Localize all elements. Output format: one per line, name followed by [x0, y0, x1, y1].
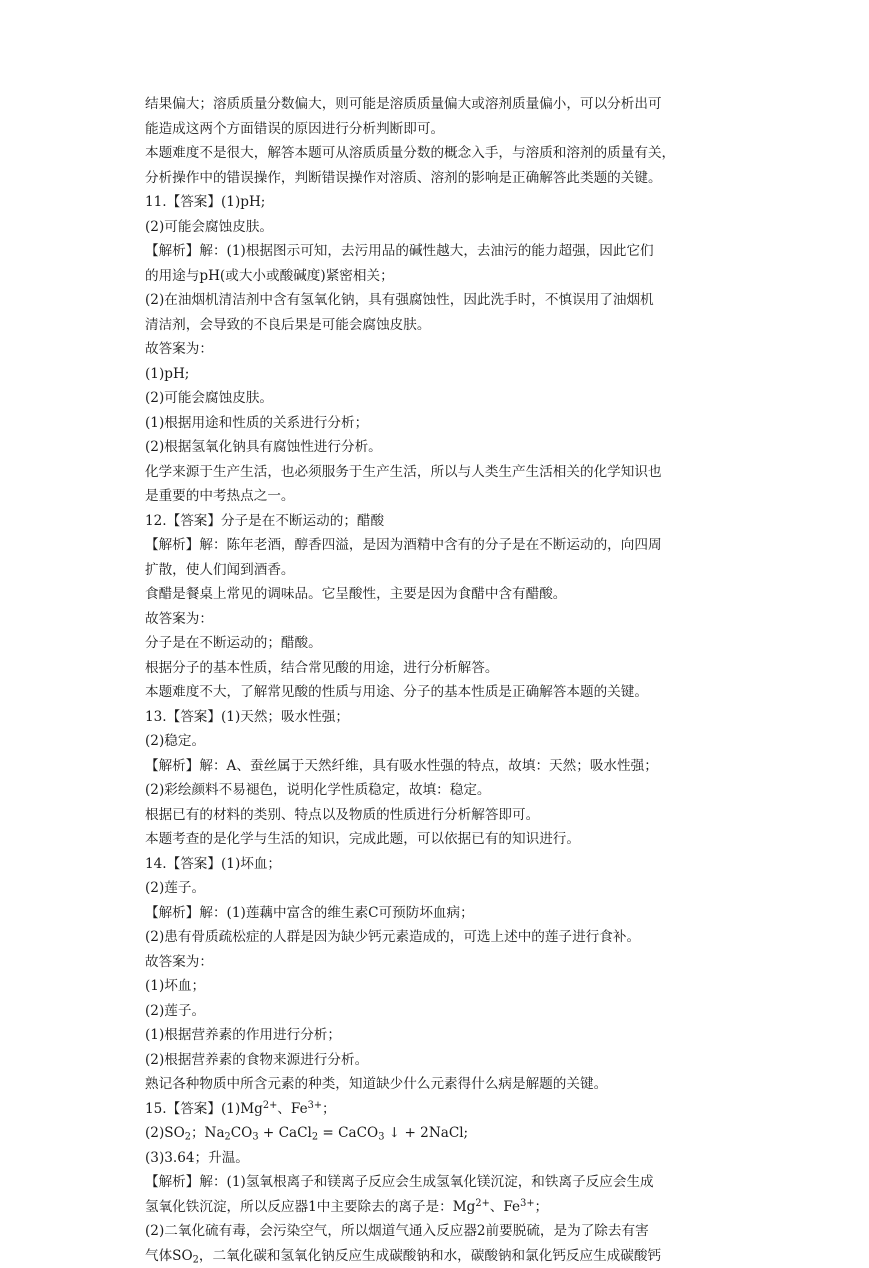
- text-line: (2)莲子。: [145, 999, 730, 1024]
- text-line: 分子是在不断运动的；醋酸。: [145, 631, 730, 656]
- text-run: 氢氧化铁沉淀，所以反应器1中主要除去的离子是：Mg: [145, 1199, 475, 1215]
- q11-answer: 11.【答案】(1)pH;: [145, 190, 730, 215]
- subscript: 2: [193, 1254, 199, 1265]
- text-run: = CaCO: [318, 1125, 378, 1141]
- q12-answer: 12.【答案】分子是在不断运动的；醋酸: [145, 509, 730, 534]
- text-line: (2)在油烟机清洁剂中含有氢氧化钠，具有强腐蚀性，因此洗手时，不慎误用了油烟机: [145, 288, 730, 313]
- text-run: 、Fe: [277, 1101, 307, 1117]
- text-line: 结果偏大；溶质质量分数偏大，则可能是溶质质量偏大或溶剂质量偏小，可以分析出可: [145, 92, 730, 117]
- text-line: 清洁剂，会导致的不良后果是可能会腐蚀皮肤。: [145, 313, 730, 338]
- text-line: 本题考查的是化学与生活的知识，完成此题，可以依据已有的知识进行。: [145, 827, 730, 852]
- text-line: 能造成这两个方面错误的原因进行分析判断即可。: [145, 117, 730, 142]
- subscript: 3: [378, 1131, 384, 1142]
- text-line: 根据已有的材料的类别、特点以及物质的性质进行分析解答即可。: [145, 803, 730, 828]
- subscript: 2: [185, 1131, 191, 1142]
- text-line: (2)患有骨质疏松症的人群是因为缺少钙元素造成的，可选上述中的莲子进行食补。: [145, 925, 730, 950]
- text-line: (1)坏血；: [145, 974, 730, 999]
- ion-charge: 3+: [520, 1198, 534, 1209]
- subscript: 2: [225, 1131, 231, 1142]
- text-line: (2)根据氢氧化钠具有腐蚀性进行分析。: [145, 435, 730, 460]
- text-line: (1)根据用途和性质的关系进行分析；: [145, 411, 730, 436]
- ion-charge: 3+: [308, 1100, 322, 1111]
- q15-analysis: 【解析】解：(1)氢氧根离子和镁离子反应会生成氢氧化镁沉淀，和铁离子反应会生成: [145, 1170, 730, 1195]
- q14-analysis: 【解析】解：(1)莲藕中富含的维生素C可预防坏血病；: [145, 901, 730, 926]
- ion-charge: 2+: [263, 1100, 277, 1111]
- text-line: (2)二氧化硫有毒，会污染空气，所以烟道气通入反应器2前要脱硫，是为了除去有害: [145, 1219, 730, 1244]
- q13-analysis: 【解析】解：A、蚕丝属于天然纤维，具有吸水性强的特点，故填：天然；吸水性强；: [145, 754, 730, 779]
- text-run: (2)SO: [145, 1125, 185, 1141]
- text-body: [145, 92, 730, 1268]
- text-run: ；: [322, 1101, 336, 1117]
- subscript: 2: [312, 1131, 318, 1142]
- text-run: ，二氧化碳和氢氧化钠反应生成碳酸钠和水，碳酸钠和氯化钙反应生成碳酸钙: [199, 1248, 661, 1264]
- text-line: 根据分子的基本性质，结合常见酸的用途，进行分析解答。: [145, 656, 730, 681]
- q14-answer: 14.【答案】(1)坏血；: [145, 852, 730, 877]
- text-line: 的用途与pH(或大小或酸碱度)紧密相关；: [145, 264, 730, 289]
- text-line: (2)彩绘颜料不易褪色，说明化学性质稳定，故填：稳定。: [145, 778, 730, 803]
- text-line: 本题难度不大，了解常见酸的性质与用途、分子的基本性质是正确解答本题的关键。: [145, 680, 730, 705]
- q11-analysis: 【解析】解：(1)根据图示可知，去污用品的碱性越大，去油污的能力超强，因此它们: [145, 239, 730, 264]
- text-run: 气体SO: [145, 1248, 193, 1264]
- text-run: 15.【答案】(1)Mg: [145, 1101, 263, 1117]
- text-line: 化学来源于生产生活，也必须服务于生产生活，所以与人类生产生活相关的化学知识也: [145, 460, 730, 485]
- q15-answer: [145, 1097, 730, 1122]
- text-line: [145, 1195, 730, 1220]
- text-line: 故答案为：: [145, 950, 730, 975]
- text-line: (2)莲子。: [145, 876, 730, 901]
- text-run: 、Fe: [490, 1199, 520, 1215]
- text-run: + CaCl: [259, 1125, 312, 1141]
- text-line: 熟记各种物质中所含元素的种类，知道缺少什么元素得什么病是解题的关键。: [145, 1072, 730, 1097]
- text-line: 分析操作中的错误操作，判断错误操作对溶质、溶剂的影响是正确解答此类题的关键。: [145, 166, 730, 191]
- text-run: CO: [231, 1125, 253, 1141]
- text-run: ↓ + 2NaCl;: [384, 1125, 468, 1141]
- text-line: 扩散，使人们闻到酒香。: [145, 558, 730, 583]
- text-run: ；: [535, 1199, 549, 1215]
- subscript: 3: [252, 1131, 258, 1142]
- text-line: (2)稳定。: [145, 729, 730, 754]
- text-line: 是重要的中考热点之一。: [145, 484, 730, 509]
- q12-analysis: 【解析】解：陈年老酒，醇香四溢，是因为酒精中含有的分子是在不断运动的，向四周: [145, 533, 730, 558]
- text-line: (1)根据营养素的作用进行分析；: [145, 1023, 730, 1048]
- text-run: ；Na: [191, 1125, 225, 1141]
- text-line: 食醋是餐桌上常见的调味品。它呈酸性，主要是因为食醋中含有醋酸。: [145, 582, 730, 607]
- ion-charge: 2+: [475, 1198, 489, 1209]
- text-line: (2)可能会腐蚀皮肤。: [145, 215, 730, 240]
- q13-answer: 13.【答案】(1)天然；吸水性强；: [145, 705, 730, 730]
- text-line: 故答案为：: [145, 337, 730, 362]
- text-line: 故答案为：: [145, 607, 730, 632]
- text-line: (2)根据营养素的食物来源进行分析。: [145, 1048, 730, 1073]
- text-line: (3)3.64；升温。: [145, 1146, 730, 1171]
- text-line: (1)pH;: [145, 362, 730, 387]
- text-line: 本题难度不是很大，解答本题可从溶质质量分数的概念入手，与溶质和溶剂的质量有关，: [145, 141, 730, 166]
- text-line: (2)可能会腐蚀皮肤。: [145, 386, 730, 411]
- text-line: [145, 1244, 730, 1268]
- chemical-equation-line: [145, 1121, 730, 1146]
